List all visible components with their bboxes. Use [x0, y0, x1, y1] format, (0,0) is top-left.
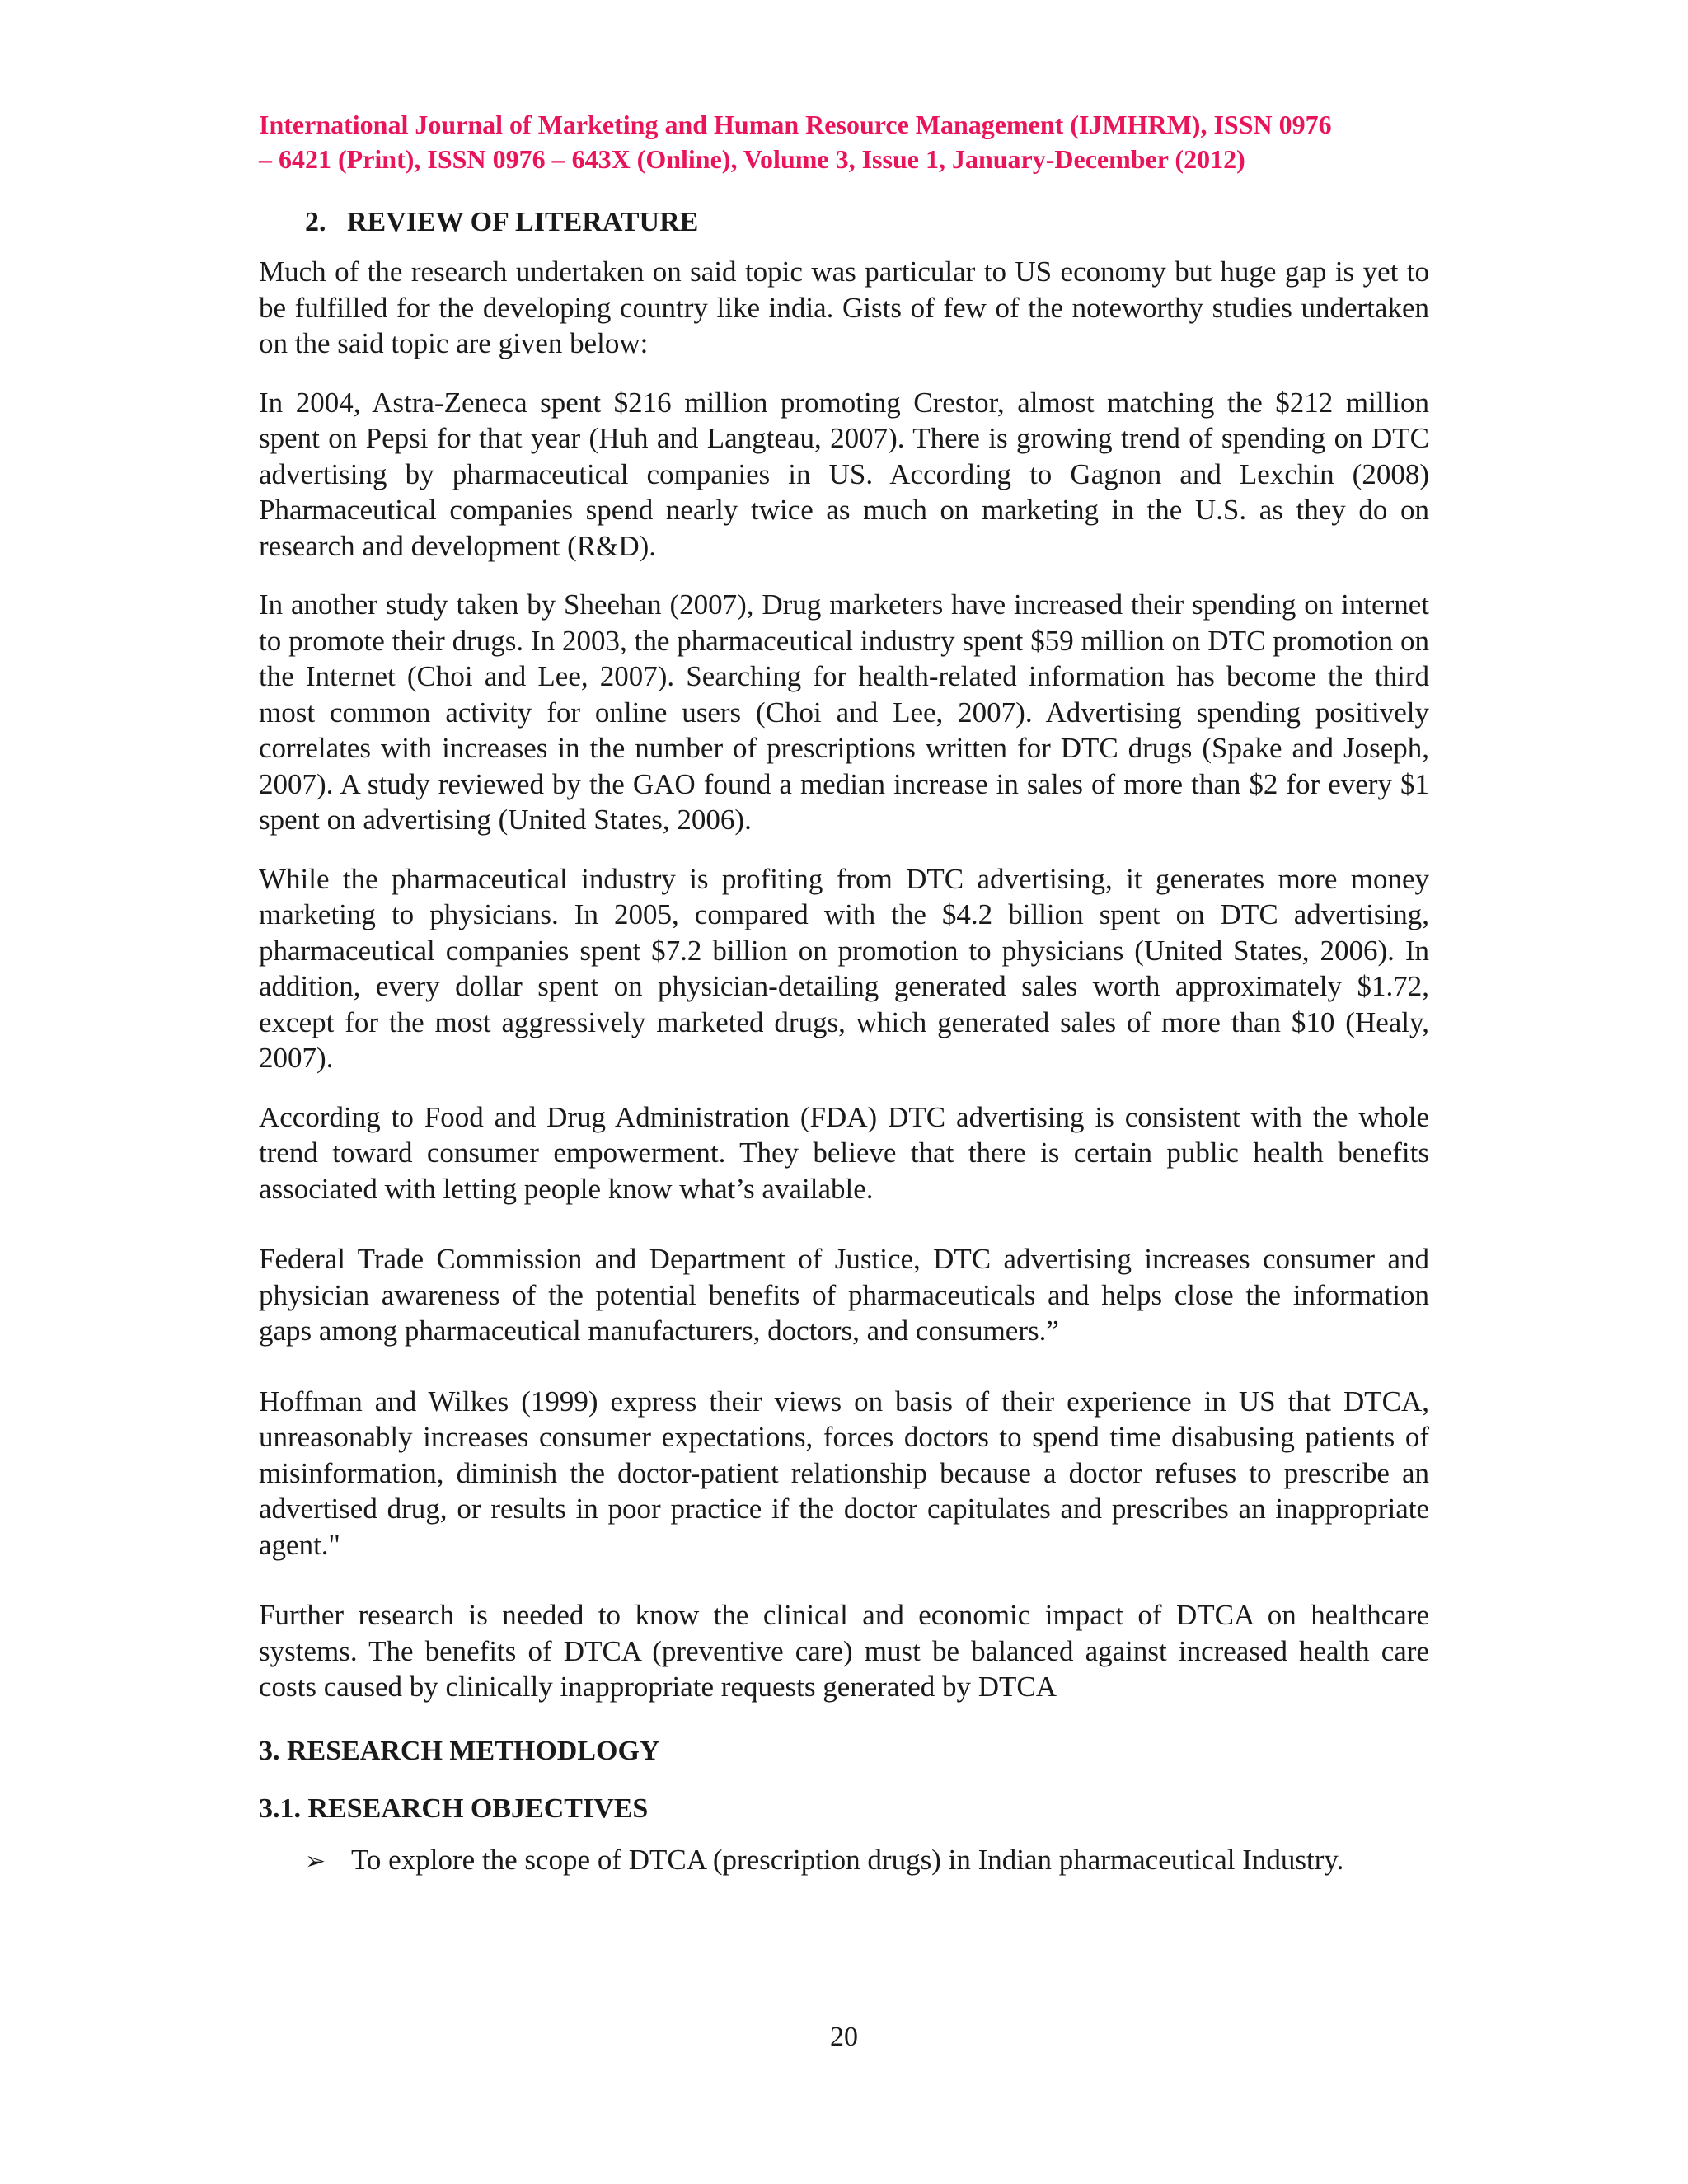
- paragraph-hoffman-wilkes: Hoffman and Wilkes (1999) express their views on basis of their experience in US that DTCA, unreasonably increases consumer expectations, forces doctors to spend time disabusing patients of misinformation, diminish the doctor-patient relationship because a doctor refuses to prescribe an advertised drug, or results in poor practice if the doctor capitulates and prescribes an inappropriate agent.": [259, 1385, 1429, 1561]
- objective-list-item: [259, 1842, 1429, 1880]
- paragraph-intro: Much of the research undertaken on said topic was particular to US economy but huge gap is yet to be fulfilled for the developing country like india. Gists of few of the noteworthy studies undertaken on the said topic are given below:: [259, 255, 1429, 359]
- subsection-heading-research-objectives: 3.1. RESEARCH OBJECTIVES: [259, 1793, 649, 1824]
- paragraph-astra-zeneca: In 2004, Astra-Zeneca spent $216 million promoting Crestor, almost matching the $212 million spent on Pepsi for that year (Huh and Langteau, 2007). There is growing trend of spending on DTC advertising by pharmaceutical companies in US. According to Gagnon and Lexchin (2008) Pharmaceutical companies spend nearly twice as much on marketing in the U.S. as they do on research and development (R&D).: [259, 386, 1429, 562]
- paragraph-physician-marketing: While the pharmaceutical industry is profiting from DTC advertising, it generates more money marketing to physicians. In 2005, compared with the $4.2 billion spent on DTC advertising, pharmaceutical companies spent $7.2 billion on promotion to physicians (United States, 2006). In addition, every dollar spent on physician-detailing generated sales worth approximately $1.72, except for the most aggressively marketed drugs, which generated sales of more than $10 (Healy, 2007).: [259, 862, 1429, 1074]
- paragraph-further-research: Further research is needed to know the clinical and economic impact of DTCA on healthcare systems. The benefits of DTCA (preventive care) must be balanced against increased health care costs caused by clinically inappropriate requests generated by DTCA: [259, 1599, 1429, 1703]
- journal-header-line-2: – 6421 (Print), ISSN 0976 – 643X (Online), Volume 3, Issue 1, January-December (2012): [259, 144, 1245, 174]
- arrow-bullet-icon: ➢: [305, 1846, 326, 1876]
- paragraph-sheehan: In another study taken by Sheehan (2007), Drug marketers have increased their spending on internet to promote their drugs. In 2003, the pharmaceutical industry spent $59 million on DTC promotion on the Internet (Choi and Lee, 2007). Searching for health-related information has become the third most common activity for online users (Choi and Lee, 2007). Advertising spending positively correlates with increases in the number of prescriptions written for DTC drugs (Spake and Joseph, 2007). A study reviewed by the GAO found a median increase in sales of more than $2 for every $1 spent on advertising (United States, 2006).: [259, 588, 1429, 836]
- section-heading-research-methodology: 3. RESEARCH METHODLOGY: [259, 1735, 660, 1766]
- page-content: [259, 107, 1429, 1880]
- page-number: 20: [830, 2022, 858, 2052]
- journal-header: [259, 107, 1429, 176]
- paragraph-fda: According to Food and Drug Administration (FDA) DTC advertising is consistent with the whole trend toward consumer empowerment. They believe that there is certain public health benefits associated with letting people know what’s available.: [259, 1100, 1429, 1205]
- journal-header-line-1: International Journal of Marketing and Human Resource Management (IJMHRM), ISSN 0976: [259, 110, 1332, 139]
- section-heading-review-of-literature: 2. REVIEW OF LITERATURE: [305, 207, 699, 237]
- objective-text: To explore the scope of DTCA (prescription drugs) in Indian pharmaceutical Industry.: [351, 1843, 1344, 1876]
- paragraph-ftc: Federal Trade Commission and Department of Justice, DTC advertising increases consumer and physician awareness of the potential benefits of pharmaceuticals and helps close the information gaps among pharmaceutical manufacturers, doctors, and consumers.”: [259, 1243, 1429, 1347]
